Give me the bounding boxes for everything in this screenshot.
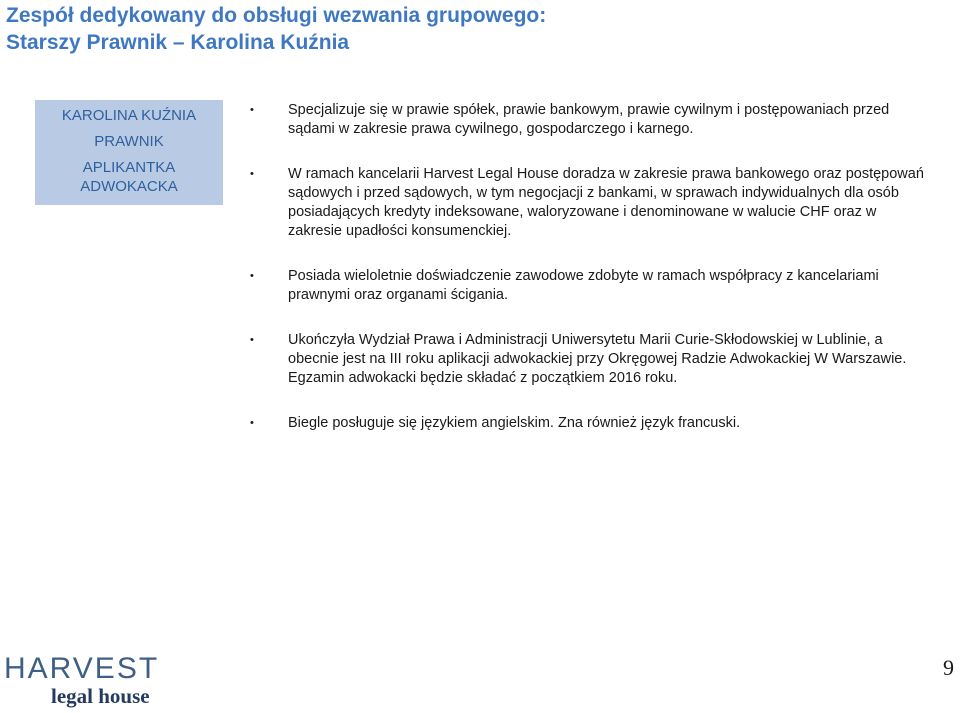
bio-bullet-item [250, 267, 930, 305]
title-line-2: Starszy Prawnik – Karolina Kuźnia [6, 31, 350, 54]
profile-status-line-1: APLIKANTKA [82, 159, 176, 176]
page-number: 9 [943, 655, 954, 680]
title-line-1: Zespół dedykowany do obsługi wezwania grupowego: [6, 4, 547, 27]
bio-bullet-text: Biegle posługuje się językiem angielskim. Zna również język francuski. [288, 415, 741, 431]
bio-bullet-item [250, 414, 930, 433]
bullet-icon: • [250, 417, 254, 429]
bio-bullet-list [250, 101, 930, 433]
bio-bullet-item [250, 331, 930, 388]
harvest-logo [4, 654, 174, 708]
page-title [6, 2, 906, 56]
bio-bullet-item [250, 101, 930, 139]
profile-gap [35, 151, 223, 158]
profile-name: KAROLINA KUŹNIA [61, 107, 197, 124]
profile-role: PRAWNIK [94, 133, 164, 150]
logo-wordmark-top: HARVEST [4, 652, 160, 685]
bio-bullet-text: W ramach kancelarii Harvest Legal House doradza w zakresie prawa bankowego oraz postępowań sądowych i przed sądowych, w tym negocjacji z bankami, w sprawach indywidualnych dla osób posiadających kredyty indeksowane, waloryzowane i denominowane w walucie CHF oraz w zakresie upadłości konsumenckiej. [288, 166, 924, 239]
logo-wordmark-bottom: legal house [51, 684, 150, 708]
bio-bullet-item [250, 165, 930, 241]
bio-bullet-text: Posiada wieloletnie doświadczenie zawodowe zdobyte w ramach współpracy z kancelariami prawnymi oraz organami ścigania. [288, 268, 879, 303]
bullet-icon: • [250, 168, 254, 180]
bullet-icon: • [250, 104, 254, 116]
bullet-icon: • [250, 334, 254, 346]
bio-bullet-text: Ukończyła Wydział Prawa i Administracji Uniwersytetu Marii Curie-Skłodowskiej w Lublinie, a obecnie jest na III roku aplikacji adwokackiej przy Okręgowej Radzie Adwokackiej W Warszawie. Egzamin adwokacki będzie składać z początkiem 2016 roku. [288, 332, 907, 386]
profile-status-line-2: ADWOKACKA [80, 178, 178, 195]
profile-gap [35, 125, 223, 132]
bio-bullet-text: Specjalizuje się w prawie spółek, prawie bankowym, prawie cywilnym i postępowaniach przed sądami w zakresie prawa cywilnego, gospodarczego i karnego. [288, 102, 890, 137]
profile-box [35, 100, 223, 205]
bullet-icon: • [250, 270, 254, 282]
